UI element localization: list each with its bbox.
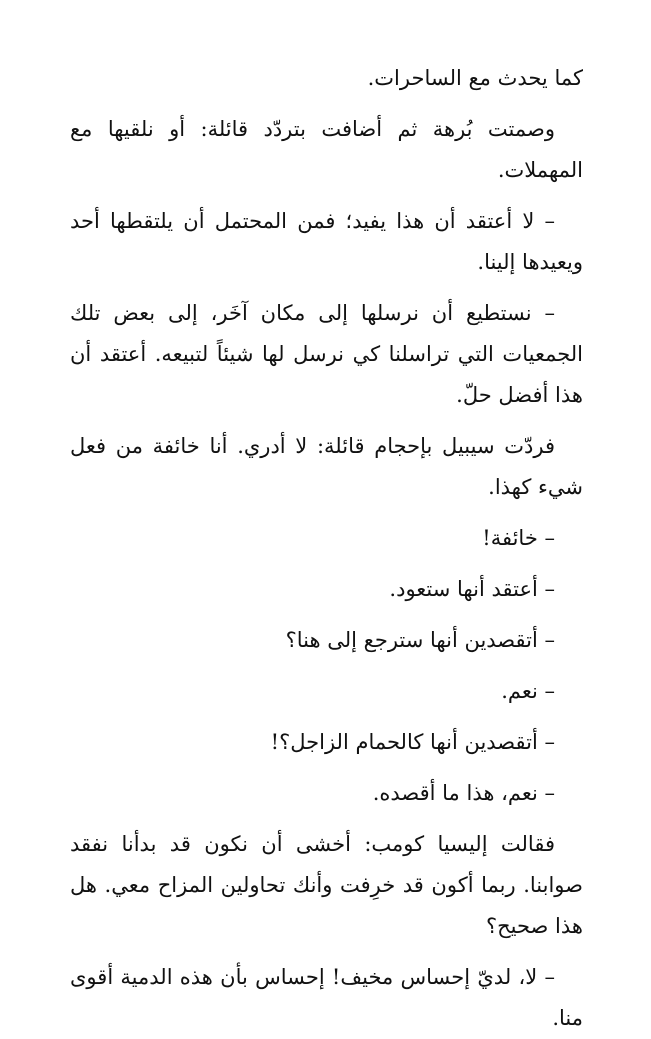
dialogue-line: – لا أعتقد أن هذا يفيد؛ فمن المحتمل أن يلتقطها أحد ويعيدها إلينا. [70,209,583,274]
dialogue-line: – أعتقد أنها ستعود. [389,577,555,601]
paragraph: كما يحدث مع الساحرات. [367,66,583,90]
paragraph: فردّت سيبيل بإحجام قائلة: لا أدري. أنا خائفة من فعل شيء كهذا. [70,434,583,499]
paragraph: فقالت إليسيا كومب: أخشى أن نكون قد بدأنا نفقد صوابنا. ربما أكون قد خرِفت وأنك تحاولين المزاح معي. هل هذا صحيح؟ [70,832,583,938]
dialogue-line: – نعم. [501,679,555,703]
dialogue-line: – أتقصدين أنها سترجع إلى هنا؟ [285,628,555,652]
dialogue-line: – خائفة! [482,526,555,550]
dialogue-line: – أتقصدين أنها كالحمام الزاجل؟! [270,730,555,754]
dialogue-line: – لا، لديّ إحساس مخيف! إحساس بأن هذه الدمية أقوى منا. [70,965,583,1030]
dialogue-line: – نستطيع أن نرسلها إلى مكان آخَر، إلى بعض تلك الجمعيات التي تراسلنا كي نرسل لها شيئاً لتبيعه. أعتقد أن هذا أفضل حلّ. [70,301,583,407]
dialogue-line: – نعم، هذا ما أقصده. [372,781,555,805]
paragraph: وصمتت بُرهة ثم أضافت بتردّد قائلة: أو نلقيها مع المهملات. [70,117,583,182]
